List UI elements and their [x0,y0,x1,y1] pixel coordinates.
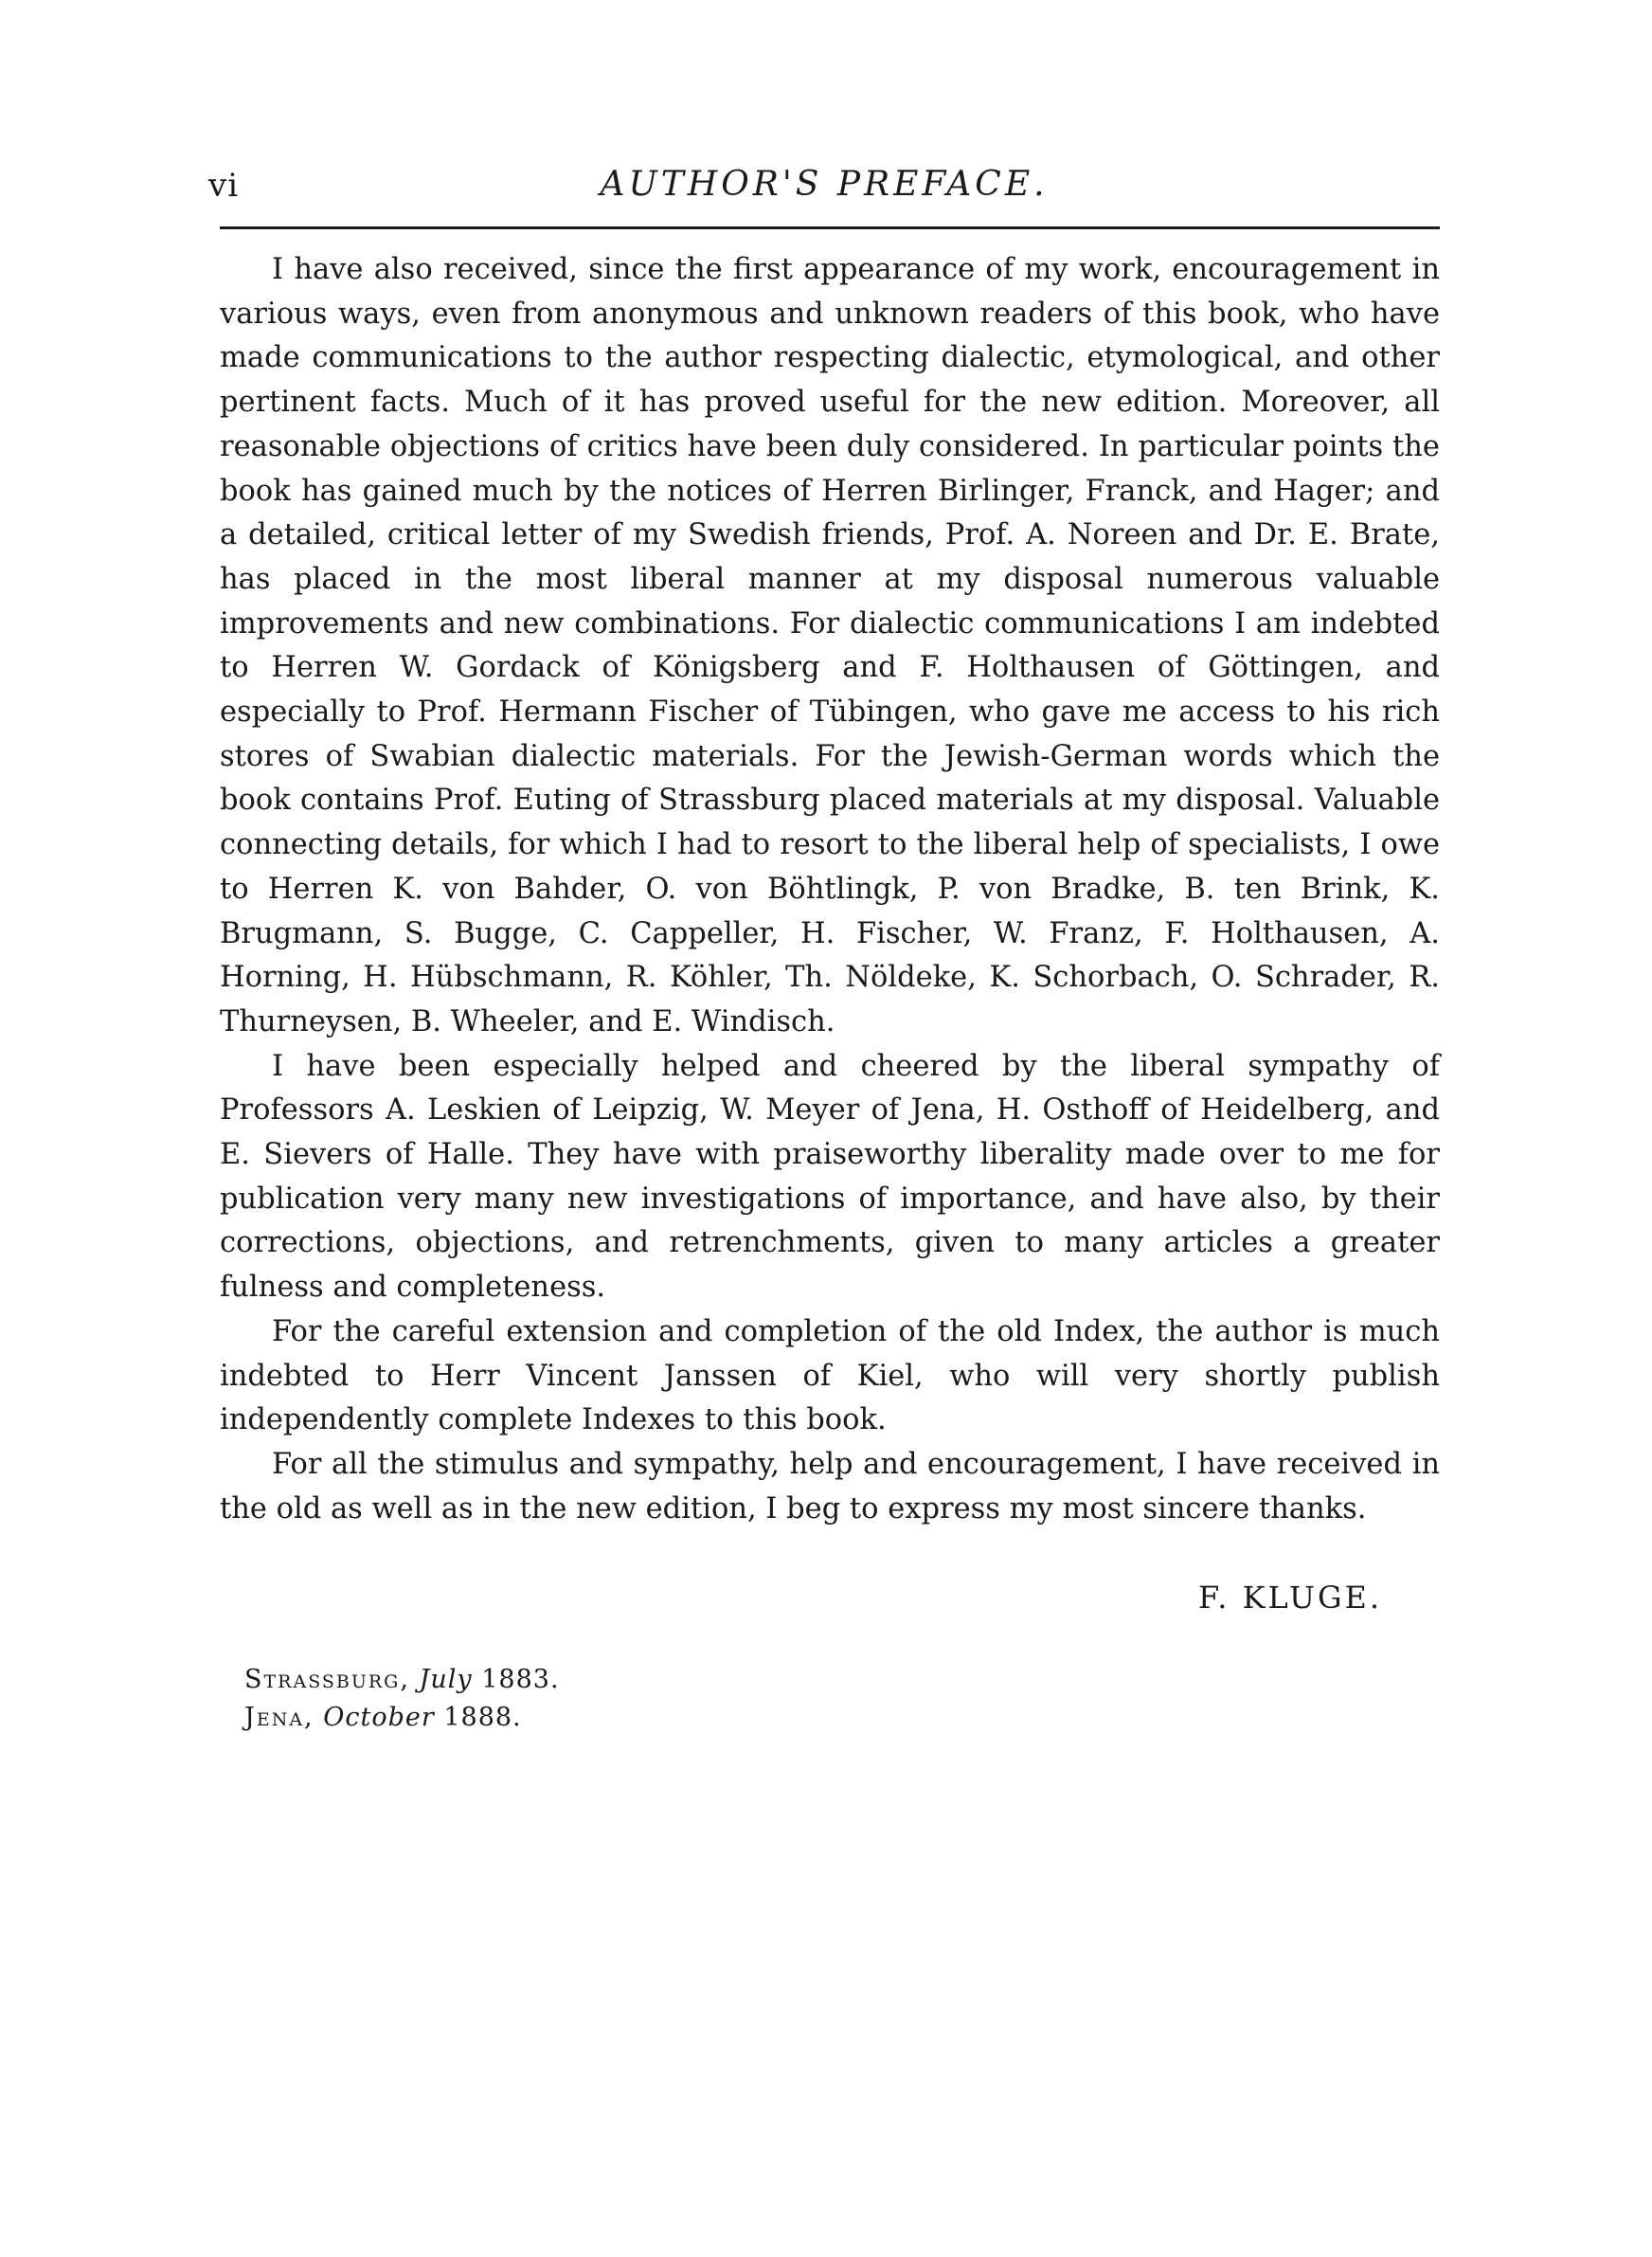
paragraph-acknowledgements: I have also received, since the first appearance of my work, encouragement in various ways, even from anonymous and unknown readers of this book, who have made communications to the author respecting dialectic, etymological, and other pertinent facts. Much of it has proved useful for the new edition. Moreover, all reasonable objections of critics have been duly considered. In particular points the book has gained much by the notices of Herren Birlinger, Franck, and Hager; and a detailed, critical letter of my Swedish friends, Prof. A. Noreen and Dr. E. Brate, has placed in the most liberal manner at my disposal numerous valuable improvements and new combinations. For dialectic communications I am indebted to Herren W. Gordack of Königsberg and F. Holthausen of Göttingen, and especially to Prof. Hermann Fischer of Tübingen, who gave me access to his rich stores of Swabian dialectic materials. For the Jewish-German words which the book contains Prof. Euting of Strassburg placed materials at my disposal. Valuable connecting details, for which I had to resort to the liberal help of specialists, I owe to Herren K. von Bahder, O. von Böhtlingk, P. von Bradke, B. ten Brink, K. Brugmann, S. Bugge, C. Cappeller, H. Fischer, W. Franz, F. Holthausen, A. Horning, H. Hübschmann, R. Köhler, Th. Nöldeke, K. Schorbach, O. Schrader, R. Thurneysen, B. Wheeler, and E. Windisch. [220,253,1440,1038]
dateline-month: October [323,1703,435,1732]
paragraph-thanks: For all the stimulus and sympathy, help and encouragement, I have received in the old as well as in the new edition, I beg to express my most sincere thanks. [220,1447,1440,1526]
running-header [208,159,1440,216]
dateline-place: Strassburg, [244,1665,410,1694]
preface-body [220,248,1440,1531]
dateline-year: 1883. [481,1665,560,1694]
paragraph-index: For the careful extension and completion of the old Index, the author is much indebted to Herr Vincent Janssen of Kiel, who will very shortly publish independently complete Indexes to this book. [220,1314,1440,1437]
dateline-month: July [419,1665,473,1694]
author-signature: F. KLUGE. [1198,1580,1383,1616]
header-rule [220,226,1440,229]
paragraph-professors: I have been especially helped and cheered by the liberal sympathy of Professors A. Leskien of Leipzig, W. Meyer of Jena, H. Osthoff of Heidelberg, and E. Sievers of Halle. They have with praiseworthy liberality made over to me for publication very many new investigations of importance, and have also, by their corrections, objections, and retrenchments, given to many articles a greater fulness and completeness. [220,1049,1440,1305]
running-head-title: AUTHOR'S PREFACE. [600,165,1049,204]
page-number: vi [208,167,240,205]
dateline-place: Jena, [244,1703,314,1732]
dateline-year: 1888. [443,1703,522,1732]
dateline-strassburg [244,1665,560,1694]
dateline-jena [244,1703,522,1732]
